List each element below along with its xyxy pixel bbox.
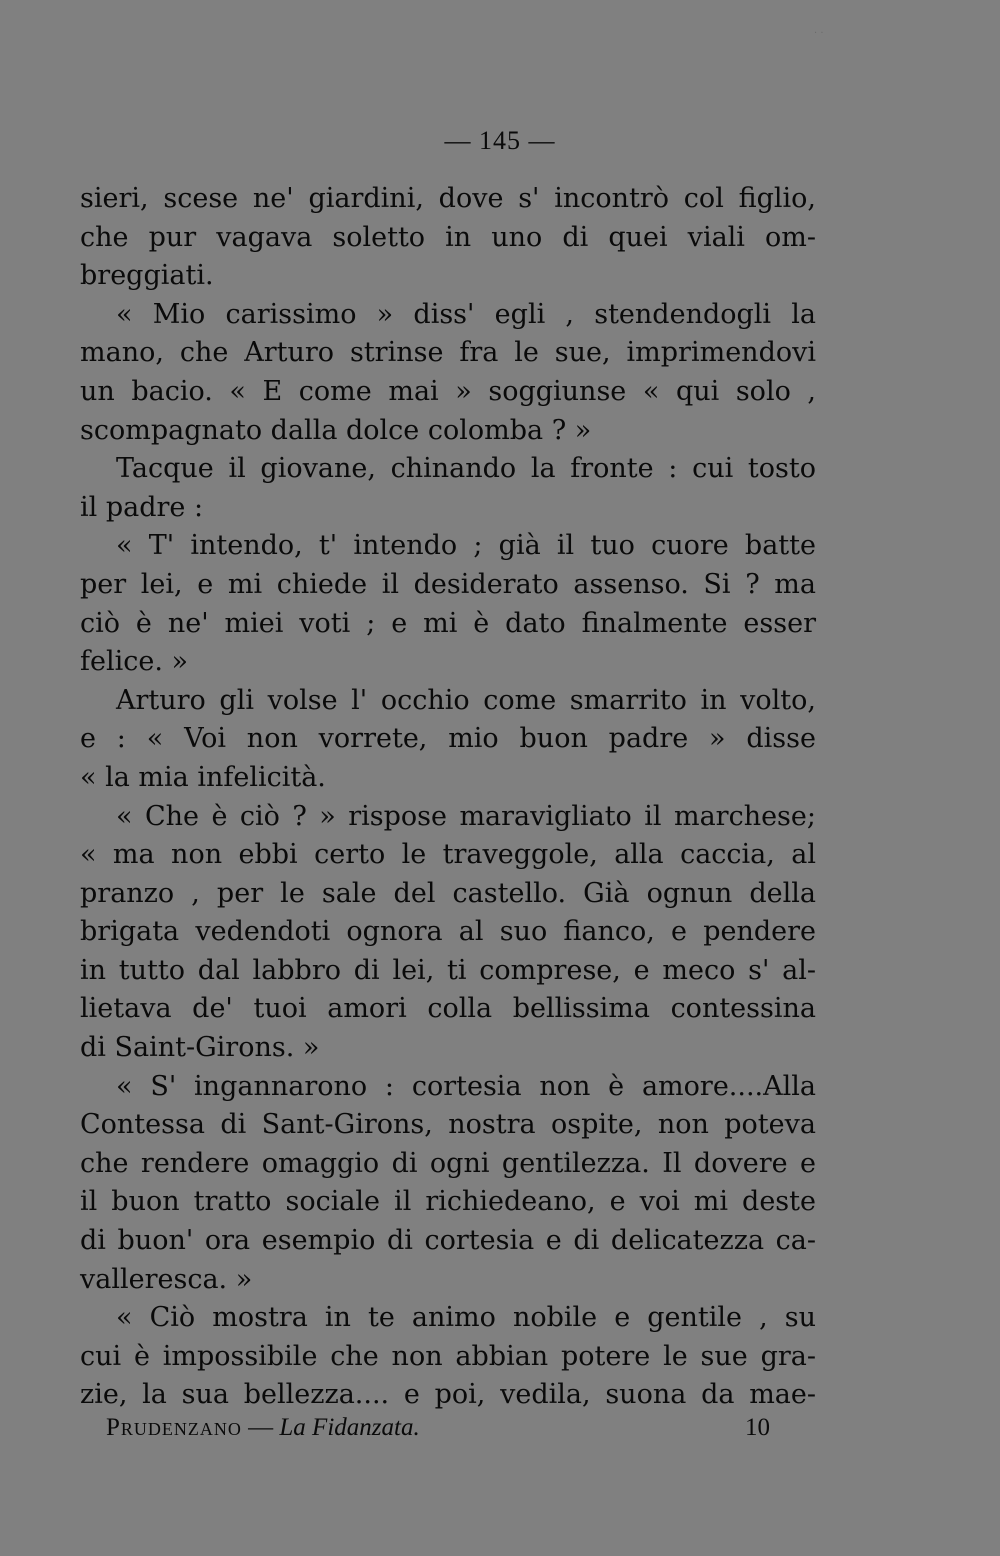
text-line: in tutto dal labbro di lei, ti comprese, e meco s' al- bbox=[80, 954, 816, 986]
text-line: di Saint-Girons. » bbox=[80, 1032, 320, 1064]
text-line: « T' intendo, t' intendo ; già il tuo cuore batte bbox=[116, 530, 816, 562]
page-footer bbox=[106, 1408, 770, 1448]
text-line: il padre : bbox=[80, 491, 204, 523]
text-line: « la mia infelicità. bbox=[80, 761, 326, 793]
text-line: cui è impossibile che non abbian potere le sue gra- bbox=[80, 1340, 816, 1372]
text-line: ciò è ne' miei voti ; e mi è dato finalmente esser bbox=[80, 607, 816, 639]
footer-title: La Fidanzata. bbox=[279, 1414, 420, 1441]
text-line: sieri, scese ne' giardini, dove s' incontrò col figlio, bbox=[80, 183, 816, 214]
text-line: Tacque il giovane, chinando la fronte : cui tosto bbox=[116, 453, 816, 485]
text-line: breggiati. bbox=[80, 260, 214, 292]
text-line: Contessa di Sant-Girons, nostra ospite, non poteva bbox=[80, 1109, 816, 1141]
page-number: — 145 — bbox=[444, 126, 556, 155]
text-line: zie, la sua bellezza.... e poi, vedila, suona da mae- bbox=[80, 1379, 816, 1411]
text-line: mano, che Arturo strinse fra le sue, imprimendovi bbox=[80, 337, 816, 369]
text-line: che pur vagava soletto in uno di quei viali om- bbox=[80, 221, 816, 253]
text-line: Arturo gli volse l' occhio come smarrito in volto, bbox=[116, 684, 816, 716]
footer-author: Prudenzano bbox=[106, 1414, 242, 1441]
text-line: valleresca. » bbox=[80, 1263, 253, 1295]
text-line: « Che è ciò ? » rispose maravigliato il marchese; bbox=[116, 800, 816, 832]
text-line: che rendere omaggio di ogni gentilezza. Il dovere e bbox=[80, 1147, 816, 1179]
text-line: per lei, e mi chiede il desiderato assenso. Si ? ma bbox=[80, 568, 816, 600]
text-line: « Mio carissimo » diss' egli , stendendogli la bbox=[116, 298, 816, 330]
text-line: il buon tratto sociale il richiedeano, e voi mi deste bbox=[80, 1186, 816, 1218]
text-line: « ma non ebbi certo le traveggole, alla caccia, al bbox=[80, 839, 816, 871]
signature-mark: 10 bbox=[745, 1414, 770, 1441]
body-text bbox=[80, 180, 816, 1415]
text-line: pranzo , per le sale del castello. Già ognun della bbox=[80, 877, 816, 909]
text-line: lietava de' tuoi amori colla bellissima contessina bbox=[80, 993, 816, 1025]
text-line: felice. » bbox=[80, 646, 189, 678]
text-line: scompagnato dalla dolce colomba ? » bbox=[80, 414, 592, 446]
text-line: « S' ingannarono : cortesia non è amore....Alla bbox=[116, 1070, 816, 1102]
text-line: e : « Voi non vorrete, mio buon padre » disse bbox=[80, 723, 816, 755]
footer-separator: — bbox=[248, 1414, 274, 1441]
text-line: di buon' ora esempio di cortesia e di delicatezza ca- bbox=[80, 1225, 816, 1257]
text-line: un bacio. « E come mai » soggiunse « qui solo , bbox=[80, 375, 816, 407]
text-line: « Ciò mostra in te animo nobile e gentile , su bbox=[116, 1302, 816, 1334]
scan-speck: · · bbox=[814, 28, 824, 39]
text-line: brigata vedendoti ognora al suo fianco, e pendere bbox=[80, 916, 816, 948]
